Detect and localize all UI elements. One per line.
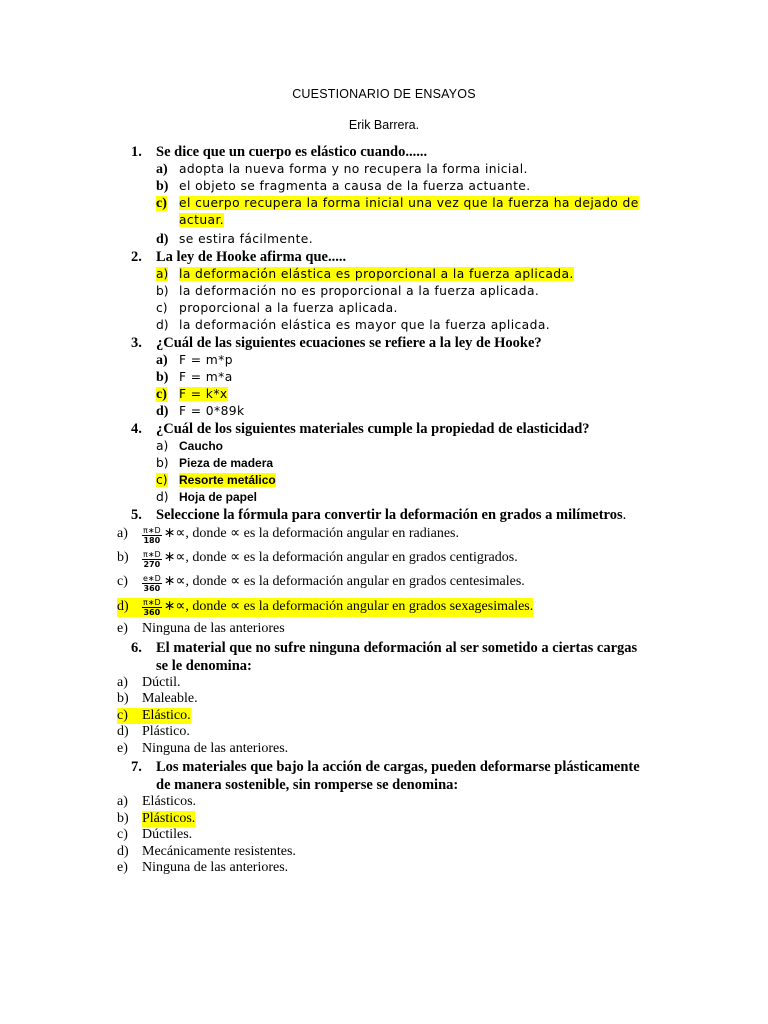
option-5a: a) $\frac{\pi∗D}{180}$ ∗∝, donde ∝ es la deformación angular en radianes. [117, 526, 459, 545]
option-5b: b) $\frac{\pi∗D}{270}$ ∗∝, donde ∝ es la deformación angular en grados centigrados. [117, 550, 518, 569]
question-7: 7. Los materiales que bajo la acción de cargas, pueden deformarse plásticamente de manera sostenible, sin romperse se denomina: [131, 758, 651, 794]
formula-fraction: $\frac{\pi∗D}{180}$ [143, 526, 161, 545]
option-4d: d) Hoja de papel [156, 490, 258, 504]
option-6c-correct: c) Elástico. [117, 707, 191, 723]
formula-fraction: $\frac{\pi∗D}{360}$ [143, 598, 161, 617]
question-4: 4. ¿Cuál de los siguientes materiales cumple la propiedad de elasticidad? [131, 421, 590, 437]
option-5d-correct: d) $\frac{\pi∗D}{360}$ ∗∝, donde ∝ es la deformación angular en grados sexagesimales. [117, 598, 534, 617]
question-text: Los materiales que bajo la acción de cargas, pueden deformarse plásticamente de manera sostenible, sin romperse se denomina: [156, 759, 640, 793]
formula-fraction: $\frac{e∗D}{360}$ [143, 574, 161, 593]
question-text: El material que no sufre ninguna deformación al ser sometido a ciertas cargas se le denomina: [156, 639, 638, 674]
option-4b: b) Pieza de madera [156, 456, 274, 470]
option-1d: d) se estira fácilmente. [156, 232, 314, 247]
document-title: CUESTIONARIO DE ENSAYOS [292, 87, 476, 101]
question-text: ¿Cuál de los siguientes materiales cumple la propiedad de elasticidad? [156, 421, 590, 437]
question-2: 2. La ley de Hooke afirma que..... [131, 249, 347, 265]
option-2c: c) proporcional a la fuerza aplicada. [156, 301, 398, 315]
option-6b: b) Maleable. [117, 691, 198, 706]
option-3b: b) F = m*a [156, 370, 233, 385]
formula-fraction: $\frac{\pi∗D}{270}$ [143, 550, 161, 569]
option-2b: b) la deformación no es proporcional a la fuerza aplicada. [156, 284, 540, 298]
option-5c: c) $\frac{e∗D}{360}$ ∗∝, donde ∝ es la deformación angular en grados centesimales. [117, 574, 525, 593]
option-6e: e) Ninguna de las anteriores. [117, 740, 289, 756]
option-7b-correct: b) Plásticos. [117, 810, 196, 826]
option-5e: e) Ninguna de las anteriores [117, 621, 285, 636]
question-1: 1. Se dice que un cuerpo es elástico cuando...... [131, 144, 428, 160]
option-6d: d) Plástico. [117, 724, 190, 739]
author-name: Erik Barrera. [348, 118, 420, 132]
option-1c-correct: c) el cuerpo recupera la forma inicial una vez que la fuerza ha dejado de actuar. [156, 196, 639, 227]
option-3a: a) F = m*p [156, 353, 233, 368]
option-4a: a) Caucho [156, 439, 224, 453]
option-3c-correct: c) F = k*x [156, 387, 228, 402]
option-7a: a) Elásticos. [117, 794, 197, 809]
option-1a: a) adopta la nueva forma y no recupera la forma inicial. [156, 162, 528, 177]
questionnaire [117, 143, 651, 877]
question-5: 5. Seleccione la fórmula para convertir la deformación en grados a milímetros. [131, 507, 627, 523]
question-text: Se dice que un cuerpo es elástico cuando...... [156, 144, 428, 160]
question-text: ¿Cuál de las siguientes ecuaciones se refiere a la ley de Hooke? [156, 335, 542, 351]
option-2a-correct: a) la deformación elástica es proporcional a la fuerza aplicada. [156, 267, 574, 281]
option-6a: a) Dúctil. [117, 674, 181, 690]
option-2d: d) la deformación elástica es mayor que la fuerza aplicada. [156, 318, 551, 332]
option-4c-correct: c) Resorte metálico [156, 473, 276, 487]
option-7e: e) Ninguna de las anteriores. [117, 860, 289, 875]
question-text: Seleccione la fórmula para convertir la deformación en grados a milímetros. [156, 507, 627, 523]
option-7c: c) Dúctiles. [117, 827, 193, 842]
option-1b: b) el objeto se fragmenta a causa de la fuerza actuante. [156, 179, 531, 194]
question-text: La ley de Hooke afirma que..... [156, 249, 347, 265]
option-3d: d) F = 0*89k [156, 404, 245, 419]
question-6: 6. El material que no sufre ninguna deformación al ser sometido a ciertas cargas se le denomina: [131, 639, 651, 675]
option-7d: d) Mecánicamente resistentes. [117, 843, 296, 859]
question-3: 3. ¿Cuál de las siguientes ecuaciones se refiere a la ley de Hooke? [131, 335, 542, 351]
